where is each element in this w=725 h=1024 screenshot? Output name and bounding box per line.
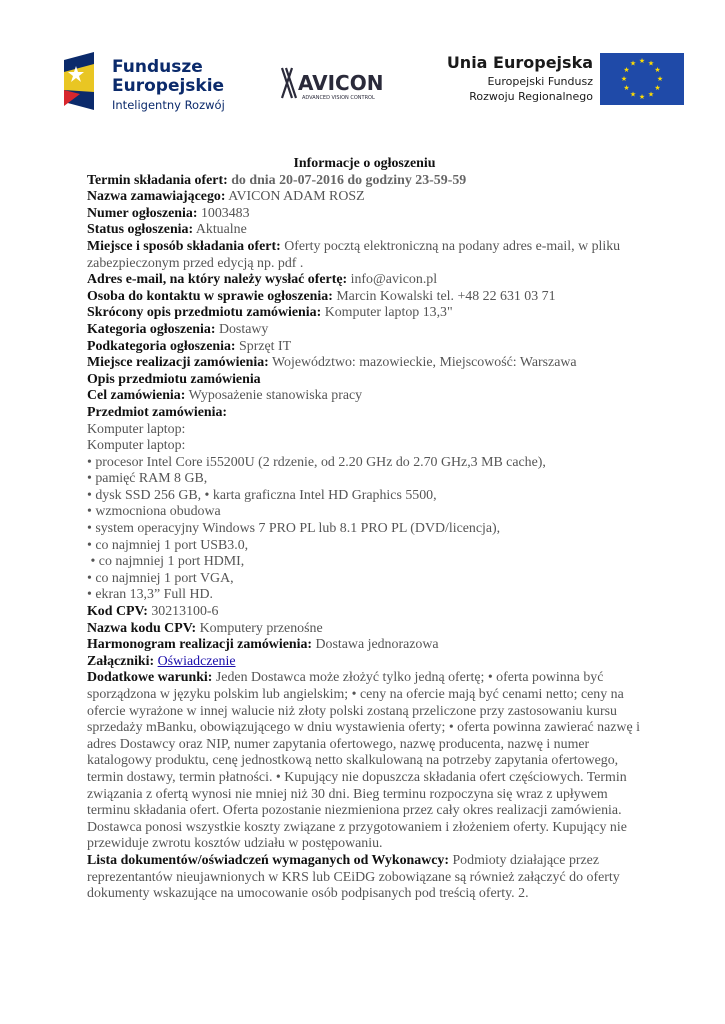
field-label: Kod CPV: (87, 604, 148, 620)
field-attachments (87, 654, 642, 671)
ue-logo-title: Unia Europejska (446, 53, 593, 72)
fundusze-europejskie-logo (64, 52, 234, 114)
field-subcategory (87, 339, 642, 356)
list-item: Komputer laptop: (87, 421, 186, 437)
field-value: Marcin Kowalski tel. +48 22 631 03 71 (336, 288, 556, 304)
field-label: Miejsce realizacji zamówienia: (87, 355, 269, 371)
fe-logo-text (112, 58, 225, 114)
avicon-logo-name: AVICON (298, 71, 384, 95)
field-label: Dodatkowe warunki: (87, 670, 213, 686)
svg-text:★: ★ (620, 75, 628, 83)
field-label: Status ogłoszenia: (87, 222, 194, 238)
field-cpv-code (87, 604, 642, 621)
field-value: Dostawy (218, 321, 269, 337)
field-value: AVICON ADAM ROSZ (228, 189, 365, 205)
list-item: • co najmniej 1 port VGA, (87, 570, 234, 586)
svg-text:★: ★ (654, 66, 661, 74)
field-value: Sprzęt IT (239, 338, 292, 354)
field-label: Nazwa kodu CPV: (87, 620, 197, 636)
list-item: • system operacyjny Windows 7 PRO PL lub 8.1 PRO PL (DVD/licencja), (87, 521, 501, 537)
svg-text:★: ★ (629, 90, 637, 99)
svg-text:★: ★ (623, 66, 630, 74)
ue-logo-line2: Rozwoju Regionalnego (469, 90, 593, 103)
field-short-description (87, 305, 642, 322)
field-value: Wyposażenie stanowiska pracy (188, 388, 363, 404)
list-item: • co najmniej 1 port USB3.0, (87, 537, 249, 553)
svg-text:★: ★ (623, 84, 630, 92)
eu-flag-icon (600, 53, 684, 105)
fe-flag-icon (64, 52, 102, 112)
field-location (87, 355, 642, 372)
list-item: • ekran 13,3” Full HD. (87, 587, 213, 603)
field-submission-method (87, 239, 642, 272)
field-value: 1003483 (200, 205, 250, 221)
field-email (87, 272, 642, 289)
svg-text:★: ★ (638, 93, 646, 101)
avicon-logo (280, 64, 400, 104)
svg-text:★: ★ (647, 90, 655, 99)
field-label: Numer ogłoszenia: (87, 205, 198, 221)
field-number (87, 206, 642, 223)
attachment-link[interactable]: Oświadczenie (157, 653, 236, 669)
fe-logo-line2: Europejskie (112, 76, 225, 96)
field-schedule (87, 637, 642, 654)
fe-logo-line1: Fundusze (112, 57, 203, 77)
svg-text:★: ★ (638, 57, 646, 65)
document-title: Informacje o ogłoszeniu (293, 156, 436, 171)
field-label: Adres e-mail, na który należy wysłać ofertę: (87, 272, 348, 288)
field-value: Dostawa jednorazowa (315, 637, 439, 653)
field-label: Osoba do kontaktu w sprawie ogłoszenia: (87, 288, 333, 304)
field-label: Nazwa zamawiającego: (87, 189, 226, 205)
list-item: Komputer laptop: (87, 438, 186, 454)
list-item: • co najmniej 1 port HDMI, (87, 554, 245, 570)
field-value: Oferty pocztą elektroniczną na podany adres e-mail, w pliku zabezpieczonym przed edycją np. pdf . (87, 238, 621, 271)
field-label: Termin składania ofert: (87, 172, 228, 188)
field-subject-heading (87, 405, 642, 422)
field-label: Skrócony opis przedmiotu zamówienia: (87, 305, 322, 321)
field-deadline (87, 173, 642, 190)
list-item: • dysk SSD 256 GB, • karta graficzna Intel HD Graphics 5500, (87, 487, 437, 503)
list-item: • procesor Intel Core i55200U (2 rdzenie, od 2.20 GHz do 2.70 GHz,3 MB cache), (87, 454, 546, 470)
field-value: Komputery przenośne (199, 620, 323, 636)
item-spec-list (87, 422, 642, 605)
field-contact (87, 289, 642, 306)
list-item: • wzmocniona obudowa (87, 504, 221, 520)
field-label: Lista dokumentów/oświadczeń wymaganych od Wykonawcy: (87, 852, 449, 868)
field-label: Opis przedmiotu zamówienia (87, 371, 261, 387)
field-conditions (87, 670, 642, 853)
field-value: do dnia 20-07-2016 do godziny 23-59-59 (231, 172, 467, 188)
field-label: Podkategoria ogłoszenia: (87, 338, 236, 354)
field-purpose (87, 388, 642, 405)
avicon-logo-tagline: ADVANCED VISION CONTROL (302, 95, 375, 101)
field-label: Załączniki: (87, 653, 155, 669)
svg-text:★: ★ (629, 59, 637, 68)
announcement-content (87, 156, 642, 903)
field-label: Kategoria ogłoszenia: (87, 321, 216, 337)
field-description-heading (87, 372, 642, 389)
ue-logo-line1: Europejski Fundusz (487, 75, 593, 88)
list-item: • pamięć RAM 8 GB, (87, 471, 208, 487)
field-value: Aktualne (195, 222, 247, 238)
fe-logo-line3: Inteligentny Rozwój (112, 98, 225, 112)
field-category (87, 322, 642, 339)
svg-text:★: ★ (654, 84, 661, 92)
field-value: 30213100-6 (151, 604, 219, 620)
field-label: Przedmiot zamówienia: (87, 404, 228, 420)
ue-logo-text (445, 52, 593, 104)
field-documents (87, 853, 642, 903)
field-label: Cel zamówienia: (87, 388, 186, 404)
logo-header (0, 48, 725, 118)
svg-text:★: ★ (656, 75, 664, 83)
svg-text:★: ★ (647, 59, 655, 68)
field-orderer (87, 189, 642, 206)
field-cpv-name (87, 621, 642, 638)
field-value: Komputer laptop 13,3" (324, 305, 453, 321)
field-label: Miejsce i sposób składania ofert: (87, 238, 281, 254)
field-value: Podmioty działające przez reprezentantów nieujawnionych w KRS lub CEiDG zobowiązane są również załączyć do oferty dokumenty wskazujące na umocowanie osób podpisanych pod treścią oferty. 2. (87, 852, 620, 902)
field-value: Jeden Dostawca może złożyć tylko jedną ofertę; • oferta powinna być sporządzona w języku polskim lub angielskim; • ceny na ofercie mają być cenami netto; ceny na ofercie wyrażone w innej walucie niż złoty polski zostaną przeliczone przy zastosowaniu kursu sprzedaży mBanku, obowiązującego w dniu wystawienia oferty; • oferta powinna zawierać nazwę i adres Dostawcy oraz NIP, numer zapytania ofertowego, nazwę producenta, nazwę i numer katalogowy produktu, cenę jednostkową netto skalkulowaną na potrzeby zapytania ofertowego, termin dostawy, termin płatności. • Kupujący nie dopuszcza składania ofert częściowych. Termin związania z ofertą wynosi nie mniej niż 30 dni. Bieg terminu rozpoczyna się wraz z upływem terminu składania ofert. Oferta pozostanie niezmieniona przez cały okres realizacji zamówienia. Dostawca ponosi wszystkie koszty związane z przygotowaniem i złożeniem oferty. Kupujący nie przewiduje zwrotu kosztów udziału w postępowaniu. (87, 670, 640, 852)
field-label: Harmonogram realizacji zamówienia: (87, 637, 313, 653)
field-value: info@avicon.pl (350, 272, 438, 288)
field-status (87, 222, 642, 239)
field-value: Województwo: mazowieckie, Miejscowość: Warszawa (272, 355, 577, 371)
